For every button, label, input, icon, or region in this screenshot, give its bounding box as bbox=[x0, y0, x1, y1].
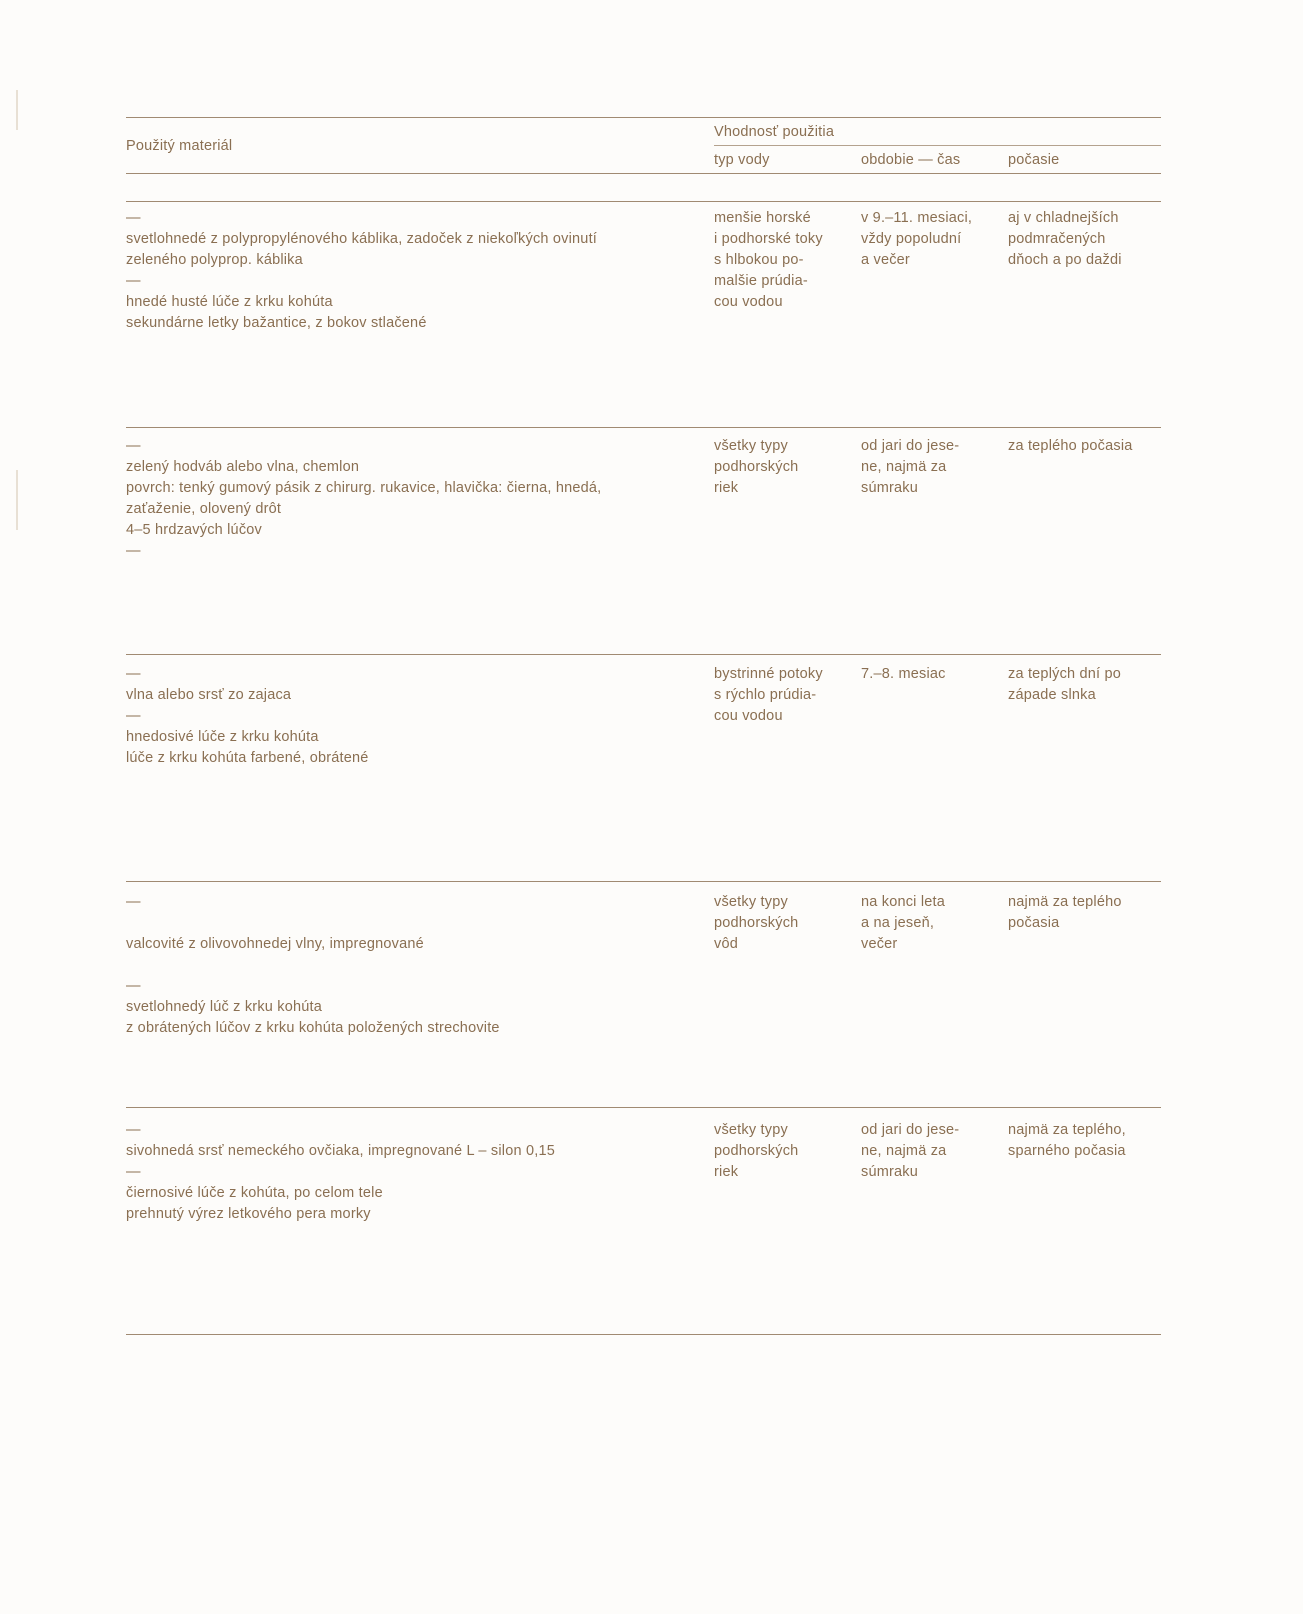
material-line: vlna alebo srsť zo zajaca bbox=[126, 687, 292, 703]
row-4-water-type bbox=[714, 892, 798, 955]
weather-line: za teplých dní po bbox=[1008, 666, 1122, 682]
water-line: s rýchlo prúdia- bbox=[714, 687, 817, 703]
row-1-water-type bbox=[714, 208, 823, 313]
scan-edge-mark bbox=[16, 90, 18, 130]
weather-line: dňoch a po daždi bbox=[1008, 252, 1122, 268]
row-separator bbox=[126, 1107, 1161, 1108]
material-line: valcovité z olivovohnedej vlny, impregnované bbox=[126, 936, 424, 952]
material-line bbox=[126, 955, 500, 976]
material-line: — bbox=[126, 543, 141, 559]
material-line: čiernosivé lúče z kohúta, po celom tele bbox=[126, 1185, 383, 1201]
water-line: malšie prúdia- bbox=[714, 273, 808, 289]
material-line: svetlohnedé z polypropylénového káblika, zadoček z niekoľkých ovinutí bbox=[126, 231, 598, 247]
row-4-material bbox=[126, 892, 500, 1039]
weather-line: aj v chladnejších bbox=[1008, 210, 1119, 226]
header-sub-rule bbox=[714, 145, 1161, 146]
water-line: menšie horské bbox=[714, 210, 811, 226]
water-line: všetky typy bbox=[714, 1122, 788, 1138]
material-line: — bbox=[126, 708, 141, 724]
material-line bbox=[126, 913, 500, 934]
weather-line: sparného počasia bbox=[1008, 1143, 1126, 1159]
weather-line: západe slnka bbox=[1008, 687, 1096, 703]
header-weather: počasie bbox=[1008, 152, 1060, 168]
material-line: 4–5 hrdzavých lúčov bbox=[126, 522, 262, 538]
material-line: — bbox=[126, 438, 141, 454]
material-line: — bbox=[126, 978, 141, 994]
weather-line: za teplého počasia bbox=[1008, 438, 1133, 454]
row-1-period bbox=[861, 208, 972, 271]
period-line: 7.–8. mesiac bbox=[861, 666, 946, 682]
material-line: povrch: tenký gumový pásik z chirurg. rukavice, hlavička: čierna, hnedá, bbox=[126, 480, 602, 496]
material-line: prehnutý výrez letkového pera morky bbox=[126, 1206, 371, 1222]
header-water-type: typ vody bbox=[714, 152, 770, 168]
row-5-material bbox=[126, 1120, 555, 1225]
material-line: — bbox=[126, 1164, 141, 1180]
material-line: zeleného polyprop. káblika bbox=[126, 252, 303, 268]
header-suitability: Vhodnosť použitia bbox=[714, 124, 835, 140]
header-material: Použitý materiál bbox=[126, 138, 233, 154]
water-line: cou vodou bbox=[714, 708, 783, 724]
material-line: — bbox=[126, 666, 141, 682]
material-line: lúče z krku kohúta farbené, obrátené bbox=[126, 750, 369, 766]
header-period-time: obdobie — čas bbox=[861, 152, 961, 168]
water-line: podhorských bbox=[714, 459, 799, 475]
row-4-period bbox=[861, 892, 945, 955]
material-line: sekundárne letky bažantice, z bokov stlačené bbox=[126, 315, 427, 331]
row-1-material bbox=[126, 208, 597, 334]
water-line: i podhorské toky bbox=[714, 231, 823, 247]
material-line: — bbox=[126, 1122, 141, 1138]
material-line: — bbox=[126, 210, 141, 226]
row-5-weather bbox=[1008, 1120, 1126, 1162]
period-line: na konci leta bbox=[861, 894, 946, 910]
water-line: bystrinné potoky bbox=[714, 666, 823, 682]
row-5-period bbox=[861, 1120, 959, 1183]
period-line: od jari do jese- bbox=[861, 1122, 960, 1138]
row-separator bbox=[126, 881, 1161, 882]
row-separator bbox=[126, 427, 1161, 428]
material-line: hnedé husté lúče z krku kohúta bbox=[126, 294, 333, 310]
material-line: sivohnedá srsť nemeckého ovčiaka, impregnované L – silon 0,15 bbox=[126, 1143, 555, 1159]
material-line: — bbox=[126, 894, 141, 910]
material-line: zaťaženie, olovený drôt bbox=[126, 501, 282, 517]
scan-edge-mark bbox=[16, 470, 18, 530]
table-bottom-rule bbox=[126, 1334, 1161, 1335]
row-separator bbox=[126, 654, 1161, 655]
period-line: a večer bbox=[861, 252, 910, 268]
row-2-period bbox=[861, 436, 959, 499]
period-line: v 9.–11. mesiaci, bbox=[861, 210, 973, 226]
material-line: hnedosivé lúče z krku kohúta bbox=[126, 729, 319, 745]
row-5-water-type bbox=[714, 1120, 798, 1183]
water-line: riek bbox=[714, 480, 739, 496]
period-line: večer bbox=[861, 936, 898, 952]
water-line: cou vodou bbox=[714, 294, 783, 310]
row-1-weather bbox=[1008, 208, 1122, 271]
row-2-water-type bbox=[714, 436, 798, 499]
body-top-rule bbox=[126, 201, 1161, 202]
water-line: vôd bbox=[714, 936, 738, 952]
period-line: súmraku bbox=[861, 1164, 918, 1180]
water-line: podhorských bbox=[714, 915, 799, 931]
water-line: riek bbox=[714, 1164, 739, 1180]
period-line: a na jeseň, bbox=[861, 915, 935, 931]
weather-line: najmä za teplého, bbox=[1008, 1122, 1126, 1138]
row-3-weather bbox=[1008, 664, 1121, 706]
material-line: — bbox=[126, 273, 141, 289]
water-line: všetky typy bbox=[714, 894, 788, 910]
water-line: všetky typy bbox=[714, 438, 788, 454]
material-line: svetlohnedý lúč z krku kohúta bbox=[126, 999, 323, 1015]
weather-line: najmä za teplého bbox=[1008, 894, 1122, 910]
row-3-period bbox=[861, 664, 946, 685]
period-line: ne, najmä za bbox=[861, 1143, 947, 1159]
material-line: z obrátených lúčov z krku kohúta položených strechovite bbox=[126, 1020, 500, 1036]
table-top-rule bbox=[126, 117, 1161, 118]
weather-line: počasia bbox=[1008, 915, 1060, 931]
row-3-material bbox=[126, 664, 369, 769]
period-line: súmraku bbox=[861, 480, 918, 496]
weather-line: podmračených bbox=[1008, 231, 1106, 247]
period-line: od jari do jese- bbox=[861, 438, 960, 454]
row-2-material bbox=[126, 436, 601, 562]
row-2-weather bbox=[1008, 436, 1133, 457]
water-line: s hlbokou po- bbox=[714, 252, 804, 268]
row-4-weather bbox=[1008, 892, 1122, 934]
material-line: zelený hodváb alebo vlna, chemlon bbox=[126, 459, 360, 475]
period-line: vždy popoludní bbox=[861, 231, 962, 247]
period-line: ne, najmä za bbox=[861, 459, 947, 475]
water-line: podhorských bbox=[714, 1143, 799, 1159]
row-3-water-type bbox=[714, 664, 823, 727]
header-bottom-rule bbox=[126, 173, 1161, 174]
